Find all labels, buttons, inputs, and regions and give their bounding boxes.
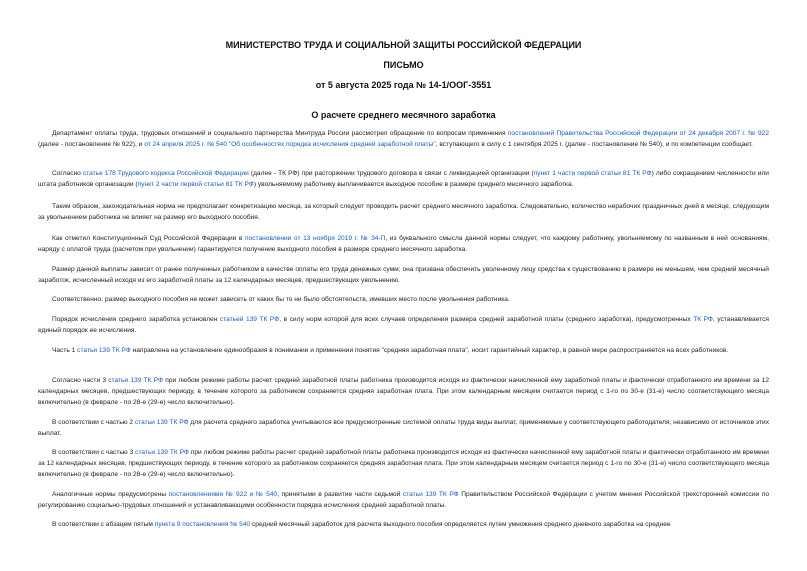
document-link[interactable]: ТК РФ	[693, 316, 713, 323]
document-link[interactable]: постановлений Правительства Российской Федерации от 24 декабря 2007 г. № 922	[507, 130, 769, 137]
paragraph-text: , из буквального смысла данной нормы следует, что каждому работнику, увольняемому по названным в ней основаниям, наряду с оплатой труда (расчетом при увольнении) гарантируется получение выходного пособия в размере среднего месячного заработка.	[38, 235, 769, 253]
paragraph-text: средний месячный заработок для расчета выходного пособия определяется путем умножения среднего дневного заработка на среднее	[250, 521, 671, 528]
paragraph-text: Согласно части 3	[52, 377, 109, 384]
paragraph-text: В соответствии с частью 2	[52, 419, 135, 426]
document-link[interactable]: постановлениями № 922 и № 540	[168, 491, 278, 498]
document-date-number: от 5 августа 2025 года № 14-1/ООГ-3551	[315, 80, 492, 90]
document-link[interactable]: пункт 2 части первой статьи 81 ТК РФ	[137, 181, 254, 188]
document-link[interactable]: статьи 139 ТК РФ	[134, 419, 189, 426]
paragraph-text: при любом режиме работы расчет средней заработной платы работника производится исходя из фактически начисленной ему заработной платы и фактически отработанного им времени за 12 календарных месяцев, предшествующих периоду, в течение которого за работником сохраняется средняя заработная плата. При этом календарным месяцем считается период с 1-го по 30-е (31-е) число соответствующего месяца включительно (в феврале - по 28-е (29-е) число включительно).	[38, 449, 769, 478]
document-link[interactable]: статье 178 Трудового кодекса Российской Федерации	[82, 170, 249, 177]
paragraph-text: ) увольняемому работнику выплачивается выходное пособие в размере среднего месячного заработка.	[253, 181, 574, 188]
paragraph-12	[38, 489, 769, 511]
document-link[interactable]: статьи 139 ТК РФ	[402, 491, 459, 498]
paragraph-9	[38, 375, 769, 408]
document-link[interactable]: статьи 139 ТК РФ	[135, 449, 189, 456]
paragraph-text: Размер данной выплаты зависит от ранее полученных работником в качестве оплаты его труда денежных сумм; она призвана обеспечить уволенному лицу средства к существованию в размере не меньшем, чем средний месячный заработок, исчисленный исходя из его заработной платы за 12 календарных месяцев, предшествующих увольнению.	[38, 266, 769, 284]
paragraph-13	[38, 519, 769, 530]
paragraph-text: при любом режиме работы расчет средней заработной платы работника производится исходя из фактически начисленной ему заработной платы и фактически отработанного им времени за 12 календарных месяцев, предшествующих периоду, в течение которого за работником сохраняется средняя заработная плата. При этом календарным месяцем считается период с 1-го по 30-е (31-е) число соответствующего месяца включительно (в феврале - по 28-е (29-е) число включительно).	[38, 377, 769, 406]
paragraph-text: Соответственно, размер выходного пособия не может зависеть от каких бы то ни было обстоятельств, имевших место после увольнения работника.	[52, 296, 510, 303]
document-link[interactable]: статьи 139 ТК РФ	[77, 347, 131, 354]
paragraph-text: Порядок исчисления среднего заработка установлен	[52, 316, 220, 323]
document-link[interactable]: постановлении от 13 ноября 2019 г. № 34-П	[245, 235, 386, 242]
paragraph-text: , вступающего в силу с 1 сентября 2025 г. (далее - постановление № 540), и по компетенции сообщает.	[435, 141, 753, 148]
paragraph-text: , устанавливается единый порядок ее исчисления.	[38, 316, 769, 334]
paragraph-text: , в силу норм которой для всех случаев определения размера средней заработной платы (среднего заработка), предусмотренных	[279, 316, 694, 323]
paragraph-10	[38, 417, 769, 439]
paragraph-11	[38, 447, 769, 480]
paragraph-text: Часть 1	[52, 347, 78, 354]
document-link[interactable]: статьей 139 ТК РФ	[219, 316, 280, 323]
paragraph-text: В соответствии с частью 3	[52, 449, 136, 456]
paragraph-4	[38, 233, 769, 255]
ministry-heading: МИНИСТЕРСТВО ТРУДА И СОЦИАЛЬНОЙ ЗАЩИТЫ РОССИЙСКОЙ ФЕДЕРАЦИИ	[225, 40, 582, 50]
paragraph-text: Согласно	[52, 170, 83, 177]
paragraph-text: Департамент оплаты труда, трудовых отношений и социального партнерства Минтруда России рассмотрел обращение по вопросам применения	[52, 130, 508, 137]
paragraph-text: Как отметил Конституционный Суд Российской Федерации в	[52, 235, 246, 242]
paragraph-text: Таким образом, законодательная норма не предполагает конкретизацию месяца, за который следует проводить расчет среднего месячного заработка. Следовательно, количество нерабочих праздничных дней в месяце, следующим за увольнением работника не влияет на размер его выходного пособия.	[38, 203, 769, 221]
paragraph-3	[38, 201, 769, 223]
document-link[interactable]: статьи 139 ТК РФ	[108, 377, 164, 384]
paragraph-2	[38, 168, 769, 190]
paragraph-text: (далее - постановление № 922), и	[38, 141, 145, 148]
paragraph-7	[38, 314, 769, 336]
paragraph-text: для расчета среднего заработка учитываются все предусмотренные системой оплаты труда виды выплат, применяемые у соответствующего работодателя, независимо от источников этих выплат.	[38, 419, 769, 437]
paragraph-text: ) либо сокращением численности или штата работников организации (	[38, 170, 769, 188]
paragraph-5	[38, 264, 769, 286]
paragraph-text: В соответствии с абзацем пятым	[52, 521, 155, 528]
paragraph-1	[38, 128, 769, 150]
paragraph-text: направлена на установление единообразия в понимании и применении понятия "средняя заработная плата", носит гарантийный характер, в равной мере распространяется на всех работников.	[130, 347, 729, 354]
paragraph-text: Правительством Российской Федерации с учетом мнения Российской трехсторонней комиссии по регулированию социально-трудовых отношений и устанавливающими особенности порядка исчисления средней заработной платы.	[38, 491, 770, 509]
paragraph-8	[38, 345, 769, 356]
paragraph-text: Аналогичные нормы предусмотрены	[52, 491, 169, 498]
document-type: ПИСЬМО	[383, 60, 424, 70]
document-link[interactable]: от 24 апреля 2025 г. № 540 "Об особенностях порядка исчисления средней заработной платы"	[144, 141, 436, 148]
paragraph-6	[38, 294, 769, 305]
document-link[interactable]: пункт 1 части первой статьи 81 ТК РФ	[533, 170, 652, 177]
document-subject: О расчете среднего месячного заработка	[311, 110, 496, 120]
document-link[interactable]: пункта 9 постановления № 540	[154, 521, 251, 528]
paragraph-text: (далее - ТК РФ) при расторжении трудового договора в связи с ликвидацией организации (	[248, 170, 534, 177]
paragraph-text: , принятыми в развитие части седьмой	[277, 491, 403, 498]
